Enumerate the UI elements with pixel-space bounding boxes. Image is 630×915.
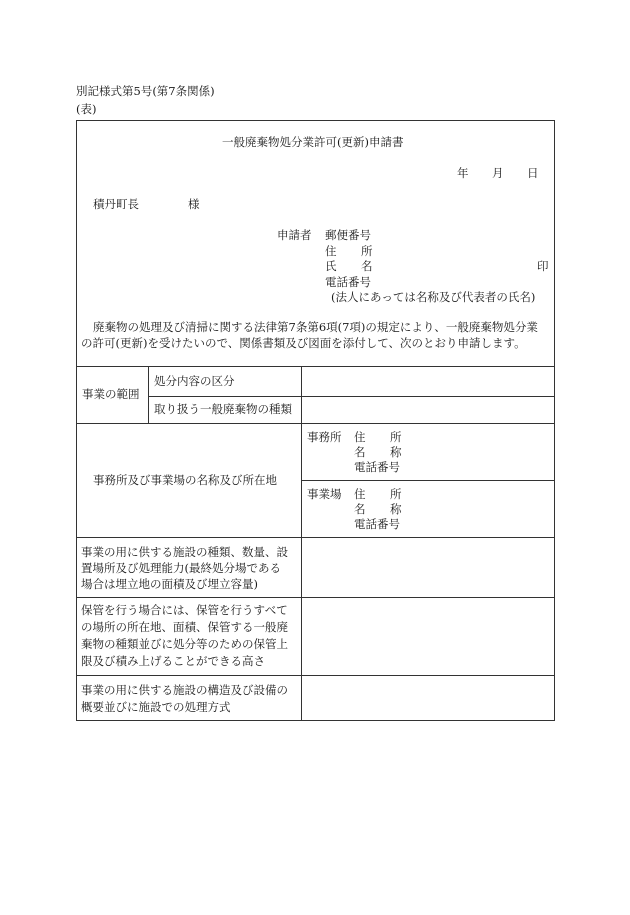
application-body-line-2: の許可(更新)を受けたいので、関係書類及び図面を添付して、次のとおり申請します。 <box>81 336 526 350</box>
facilities-label-line-1: 事業の用に供する施設の種類、数量、設 <box>81 545 288 559</box>
applicant-name-label-2: 名 <box>361 259 373 273</box>
waste-types-label: 取り扱う一般廃棄物の種類 <box>154 402 292 416</box>
application-body-line-1: 廃棄物の処理及び清掃に関する法律第7条第6項(7項)の規定により、一般廃棄物処分業 <box>93 320 538 334</box>
applicant-address-label-2: 所 <box>361 244 373 258</box>
storage-label-line-3: 棄物の種類並びに処分等のための保管上 <box>81 637 288 651</box>
structure-label-line-1: 事業の用に供する施設の構造及び設備の <box>81 683 288 697</box>
applicant-postal-label: 郵便番号 <box>325 228 371 242</box>
addressee-honorific: 様 <box>188 197 200 211</box>
applicant-label: 申請者 <box>277 228 312 242</box>
office-address-label-2: 所 <box>390 430 402 444</box>
applicant-name-label-1: 氏 <box>325 259 337 273</box>
form-number: 別記様式第5号(第7条関係) <box>76 84 215 98</box>
office-name-label-2: 称 <box>390 445 402 459</box>
office-label: 事務所 <box>307 430 342 444</box>
scope-label: 事業の範囲 <box>82 387 140 401</box>
date-day: 日 <box>527 166 539 180</box>
date-year: 年 <box>457 166 469 180</box>
structure-label-line-2: 概要並びに施設での処理方式 <box>81 700 231 714</box>
storage-label-line-2: の場所の所在地、面積、保管する一般廃 <box>81 620 288 634</box>
table-line-2 <box>76 423 555 424</box>
table-line-4 <box>76 597 555 598</box>
table-line-3 <box>76 537 555 538</box>
date-month: 月 <box>492 166 504 180</box>
applicant-seal-mark: 印 <box>537 259 549 273</box>
site-name-label-2: 称 <box>390 502 402 516</box>
site-address-label-2: 所 <box>390 487 402 501</box>
site-address-label-1: 住 <box>354 487 366 501</box>
office-name-label-1: 名 <box>354 445 366 459</box>
locations-label: 事務所及び事業場の名称及び所在地 <box>93 473 277 487</box>
facilities-label-line-2: 置場所及び処理能力(最終処分場である <box>81 561 281 575</box>
facilities-label-line-3: 場合は埋立地の面積及び埋立容量) <box>81 577 258 591</box>
disposal-category-label: 処分内容の区分 <box>154 374 235 388</box>
addressee: 積丹町長 <box>93 197 139 211</box>
form-side: (表) <box>76 102 97 116</box>
scope-divider-line <box>148 396 555 397</box>
site-label: 事業場 <box>307 487 342 501</box>
form-title: 一般廃棄物処分業許可(更新)申請書 <box>222 135 404 149</box>
table-line-5 <box>76 675 555 676</box>
office-phone-label: 電話番号 <box>354 460 400 474</box>
applicant-phone-label: 電話番号 <box>325 275 371 289</box>
office-address-label-1: 住 <box>354 430 366 444</box>
storage-label-line-4: 限及び積み上げることができる高さ <box>81 654 265 668</box>
location-divider-line <box>301 480 555 481</box>
scope-label-divider <box>148 366 149 423</box>
site-name-label-1: 名 <box>354 502 366 516</box>
value-column-divider <box>301 366 302 721</box>
site-phone-label: 電話番号 <box>354 517 400 531</box>
applicant-note: (法人にあっては名称及び代表者の氏名) <box>331 290 536 304</box>
storage-label-line-1: 保管を行う場合には、保管を行うすべて <box>81 603 288 617</box>
applicant-address-label-1: 住 <box>325 244 337 258</box>
